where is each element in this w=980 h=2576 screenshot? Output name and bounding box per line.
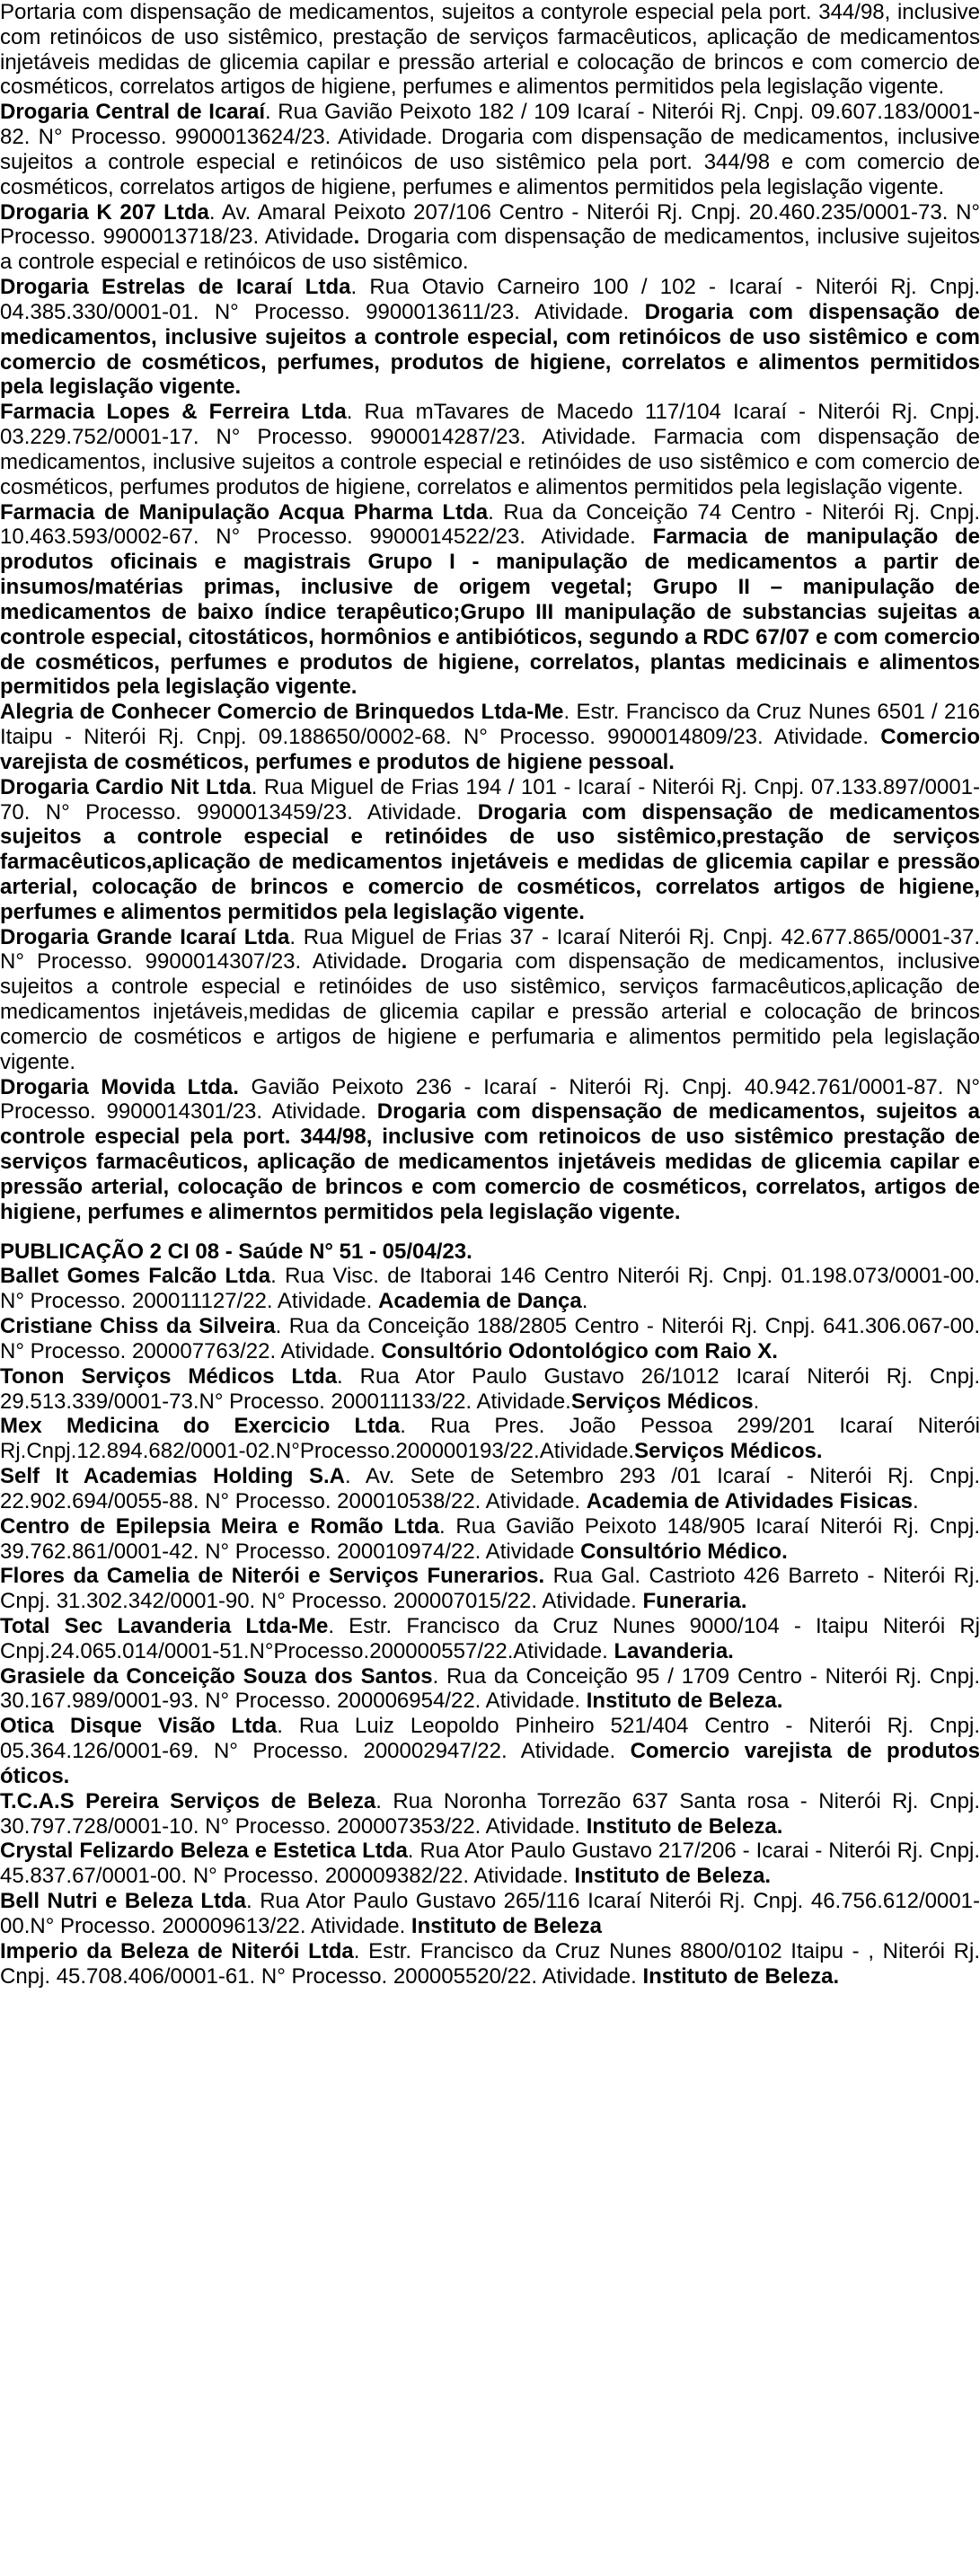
entry-text: . Rua Miguel de Frias 194 / 101 - Icaraí - Niterói Rj. Cnpj. 07.133.897/0001-70. N° Processo. 9900013459/23. Atividade. bbox=[0, 774, 980, 825]
entry-bold-text: Comercio varejista de cosméticos, perfumes e produtos de higiene pessoal. bbox=[0, 725, 980, 774]
entry-bold-text: Instituto de Beleza. bbox=[586, 1689, 783, 1714]
entry-bold-text: Mex Medicina do Exercicio Ltda bbox=[0, 1414, 401, 1439]
entry-text: . Rua da Conceição 188/2805 Centro - Niterói Rj. Cnpj. 641.306.067-00. N° Processo. 200007763/22. Atividade. bbox=[0, 1314, 980, 1363]
entry-text: . Rua Ator Paulo Gustavo 265/116 Icaraí Niterói Rj. Cnpj. 46.756.612/0001-00.N° Processo. 200009613/22. Atividade. bbox=[0, 1889, 980, 1938]
entry-bold-text: Drogaria Cardio Nit Ltda bbox=[0, 774, 252, 799]
entry-text: . Rua Gavião Peixoto 148/905 Icaraí Niterói Rj. Cnpj. 39.762.861/0001-42. N° Processo. 200010974/22. Atividade bbox=[0, 1513, 980, 1564]
entry-text: . Rua Luiz Leopoldo Pinheiro 521/404 Centro - Niterói Rj. Cnpj. 05.364.126/0001-69. N° Processo. 200002947/22. Atividade. bbox=[0, 1714, 980, 1764]
entry-bold-text: Academia de Atividades Fisicas bbox=[586, 1488, 914, 1513]
entry-text: . Rua Miguel de Frias 37 - Icaraí Niterói Rj. Cnpj. 42.677.865/0001-37. N° Processo. 9900014307/23. Atividade bbox=[0, 924, 980, 975]
publication-header bbox=[0, 1239, 980, 1265]
entry-bold-text: Drogaria Movida Ltda. bbox=[0, 1074, 239, 1099]
entry-text: . Rua Ator Paulo Gustavo 26/1012 Icaraí Niterói Rj. Cnpj. 29.513.339/0001-73.N° Processo. 200011133/22. Atividade. bbox=[0, 1363, 980, 1414]
entry-bold-text: Farmacia de Manipulação Acqua Pharma Ltda bbox=[0, 499, 489, 525]
entry-text: . Estr. Francisco da Cruz Nunes 8800/0102 Itaipu - , Niterói Rj. Cnpj. 45.708.406/0001-61. N° Processo. 200005520/22. Atividade. bbox=[0, 1938, 980, 1989]
entry-bold-text: Tonon Serviços Médicos Ltda bbox=[0, 1363, 338, 1389]
registry-entry bbox=[0, 1789, 980, 1839]
entry-text: . Rua Visc. de Itaborai 146 Centro Niterói Rj. Cnpj. 01.198.073/0001-00. N° Processo. 200011127/22. Atividade. bbox=[0, 1264, 980, 1314]
entry-bold-text: Bell Nutri e Beleza Ltda bbox=[0, 1889, 247, 1914]
entry-text: . Av. Amaral Peixoto 207/106 Centro - Niterói Rj. Cnpj. 20.460.235/0001-73. N° Processo. 9900013718/23. Atividade bbox=[0, 199, 980, 250]
entry-text: Rua Gal. Castrioto 426 Barreto - Niterói Rj. Cnpj. 31.302.342/0001-90. N° Processo. 200007015/22. Atividade. bbox=[0, 1564, 980, 1614]
registry-entry bbox=[0, 1364, 980, 1415]
entry-bold-text: Otica Disque Visão Ltda bbox=[0, 1714, 278, 1739]
registry-entry bbox=[0, 1514, 980, 1565]
registry-entry bbox=[0, 1664, 980, 1715]
registry-entry bbox=[0, 200, 980, 275]
registry-entry bbox=[0, 1314, 980, 1364]
entry-bold-text: T.C.A.S Pereira Serviços de Beleza bbox=[0, 1788, 376, 1813]
registry-entry bbox=[0, 400, 980, 499]
registry-entry bbox=[0, 1264, 980, 1314]
entry-text: . Rua da Conceição 74 Centro - Niterói Rj. Cnpj. 10.463.593/0002-67. N° Processo. 9900014522/23. Atividade. bbox=[0, 499, 980, 550]
registry-entry bbox=[0, 1889, 980, 1939]
entry-bold-text: Instituto de Beleza. bbox=[574, 1864, 772, 1889]
registry-entry bbox=[0, 275, 980, 400]
entry-bold-text: Self It Academias Holding S.A bbox=[0, 1464, 345, 1489]
entry-bold-text: Drogaria com dispensação de medicamentos, sujeitos a controle especial pela port. 344/98, inclusive com retinoicos de uso sistêmico prestação de serviços farmacêuticos, aplicação de medicamentos injetáveis medidas de glicemia capilar e pressão arterial, colocação de brincos e com comercio de cosméticos, correlatos, artigos de higiene, perfumes e alimerntos permitidos pela legislação vigente. bbox=[0, 1099, 980, 1224]
entry-bold-text: PUBLICAÇÃO 2 CI 08 - Saúde N° 51 - 05/04/23. bbox=[0, 1239, 472, 1264]
entry-text: . bbox=[581, 1289, 588, 1314]
entry-text: . Rua Noronha Torrezão 637 Santa rosa - Niterói Rj. Cnpj. 30.797.728/0001-10. N° Processo. 200007353/22. Atividade. bbox=[0, 1788, 980, 1839]
entry-text: . Estr. Francisco da Cruz Nunes 6501 / 216 Itaipu - Niterói Rj. Cnpj. 09.188650/0002-68. N° Processo. 9900014809/23. Atividade. bbox=[0, 700, 980, 750]
entry-bold-text: Centro de Epilepsia Meira e Romão Ltda bbox=[0, 1513, 440, 1539]
entry-text: . Rua mTavares de Macedo 117/104 Icaraí - Niterói Rj. Cnpj. 03.229.752/0001-17. N° Processo. 9900014287/23. Atividade. Farmacia com dispensação de medicamentos, inclusive sujeitos a controle especial e retinóides de uso sistêmico e com comercio de cosméticos, perfumes produtos de higiene, correlatos e alimentos permitidos pela legislação vigente. bbox=[0, 400, 980, 499]
entry-text: . Rua Otavio Carneiro 100 / 102 - Icaraí - Niterói Rj. Cnpj. 04.385.330/0001-01. N° Processo. 9900013611/23. Atividade. bbox=[0, 275, 980, 324]
entry-bold-text: Drogaria com dispensação de medicamentos, inclusive sujeitos a controle especial, com retinóicos de uso sistêmico e com comercio de cosméticos, perfumes, produtos de higiene, correlatos e alimentos permitidos pela legislação vigente. bbox=[0, 299, 980, 400]
entry-bold-text: Consultório Odontológico com Raio X. bbox=[381, 1338, 778, 1363]
entry-text: Drogaria com dispensação de medicamentos, inclusive sujeitos a controle especial e retinóicos de uso sistêmico. bbox=[0, 225, 980, 275]
entry-text: . Rua Ator Paulo Gustavo 217/206 - Icarai - Niterói Rj. Cnpj. 45.837.67/0001-00. N° Processo. 200009382/22. Atividade. bbox=[0, 1839, 980, 1889]
registry-entry bbox=[0, 700, 980, 774]
entry-bold-text: Imperio da Beleza de Niterói Ltda bbox=[0, 1938, 354, 1963]
entry-bold-text: Funeraria. bbox=[642, 1589, 747, 1614]
registry-entry bbox=[0, 100, 980, 199]
entry-bold-text: Drogaria Grande Icaraí Ltda bbox=[0, 924, 290, 949]
entry-bold-text: Drogaria Central de Icaraí bbox=[0, 100, 265, 125]
entry-bold-text: Instituto de Beleza. bbox=[642, 1963, 840, 1989]
entry-bold-text: Consultório Médico. bbox=[580, 1539, 788, 1564]
registry-entry bbox=[0, 1564, 980, 1614]
registry-entry bbox=[0, 1614, 980, 1664]
entry-bold-text: Farmacia Lopes & Ferreira Ltda bbox=[0, 400, 347, 425]
entry-bold-text: . bbox=[401, 949, 408, 975]
entry-bold-text: Flores da Camelia de Niterói e Serviços Funerarios. bbox=[0, 1564, 545, 1589]
entry-text: . Rua Gavião Peixoto 182 / 109 Icaraí - Niterói Rj. Cnpj. 09.607.183/0001-82. N° Processo. 9900013624/23. Atividade. Drogaria com dispensação de medicamentos, inclusive sujeitos a controle especial e retinóicos de uso sistêmico pela port. 344/98 e com comercio de cosméticos, correlatos artigos de higiene, perfumes e alimentos permitidos pela legislação vigente. bbox=[0, 100, 980, 199]
entry-text: . Av. Sete de Setembro 293 /01 Icaraí - Niterói Rj. Cnpj. 22.902.694/0055-88. N° Processo. 200010538/22. Atividade. bbox=[0, 1464, 980, 1513]
entry-text: . Rua Pres. João Pessoa 299/201 Icaraí Niterói Rj.Cnpj.12.894.682/0001-02.N°Processo.200000193/22.Atividade. bbox=[0, 1414, 980, 1464]
entry-bold-text: Cristiane Chiss da Silveira bbox=[0, 1314, 276, 1339]
entry-bold-text: Instituto de Beleza. bbox=[586, 1813, 783, 1839]
entry-text: . Estr. Francisco da Cruz Nunes 9000/104 - Itaipu Niterói Rj Cnpj.24.065.014/0001-51.N°Processo.200000557/22.Atividade. bbox=[0, 1614, 980, 1663]
registry-entry bbox=[0, 1075, 980, 1225]
registry-entry bbox=[0, 1714, 980, 1788]
entry-text: . Rua da Conceição 95 / 1709 Centro - Niterói Rj. Cnpj. 30.167.989/0001-93. N° Processo. 200006954/22. Atividade. bbox=[0, 1663, 980, 1714]
entry-bold-text: Instituto de Beleza bbox=[411, 1913, 602, 1938]
entry-text: . bbox=[913, 1488, 919, 1513]
entry-bold-text: Crystal Felizardo Beleza e Estetica Ltda bbox=[0, 1839, 408, 1864]
entry-bold-text: Serviços Médicos bbox=[570, 1389, 754, 1414]
entry-text: Drogaria com dispensação de medicamentos, inclusive sujeitos a controle especial e retinóides de uso sistêmico, serviços farmacêuticos,aplicação de medicamentos injetáveis,medidas de glicemia capilar e pressão arterial e colocação de brincos comercio de cosméticos e artigos de higiene e perfumaria e alimentos permitido pela legislação vigente. bbox=[0, 949, 980, 1074]
entry-text: Portaria com dispensação de medicamentos, sujeitos a contyrole especial pela port. 344/98, inclusive com retinóicos de uso sistêmico, prestação de serviços farmacêuticos, aplicação de medicamentos injetáveis medidas de glicemia capilar e pressão arterial e colocação de brincos e com comercio de cosméticos, correlatos artigos de higiene, perfumes e alimentos permitidos pela legislação vigente. bbox=[0, 0, 980, 100]
entry-bold-text: Farmacia de manipulação de produtos oficinais e magistrais Grupo I - manipulação de medicamentos a partir de insumos/matérias primas, inclusive de origem vegetal; Grupo II – manipulação de medicamentos de baixo índice terapêutico;Grupo III manipulação de substancias sujeitas a controle especial, citostáticos, hormônios e antibióticos, segundo a RDC 67/07 e com comercio de cosméticos, perfumes e produtos de higiene, correlatos, plantas medicinais e alimentos permitidos pela legislação vigente. bbox=[0, 525, 980, 700]
entry-bold-text: Grasiele da Conceição Souza dos Santos bbox=[0, 1663, 433, 1689]
registry-entry bbox=[0, 1839, 980, 1889]
registry-entry bbox=[0, 500, 980, 701]
entry-bold-text: Alegria de Conhecer Comercio de Brinquedos Ltda-Me bbox=[0, 700, 564, 725]
registry-entry bbox=[0, 0, 980, 100]
entry-bold-text: Total Sec Lavanderia Ltda-Me bbox=[0, 1614, 329, 1638]
registry-entry bbox=[0, 1939, 980, 1989]
entry-bold-text: Lavanderia. bbox=[614, 1638, 734, 1663]
entry-bold-text: Comercio varejista de produtos óticos. bbox=[0, 1739, 980, 1788]
entry-bold-text: Ballet Gomes Falcão Ltda bbox=[0, 1264, 271, 1289]
entry-bold-text: Drogaria K 207 Ltda bbox=[0, 199, 209, 225]
entry-bold-text: Academia de Dança bbox=[377, 1289, 582, 1314]
entry-bold-text: Drogaria Estrelas de Icaraí Ltda bbox=[0, 275, 351, 300]
registry-entry bbox=[0, 775, 980, 925]
entry-bold-text: Drogaria com dispensação de medicamentos sujeitos a controle especial e retinóides de uso sistêmico,prestação de serviços farmacêuticos,aplicação de medicamentos injetáveis e medidas de glicemia capilar e pressão arterial, colocação de brincos e comercio de cosméticos, correlatos artigos de higiene, perfumes e alimentos permitidos pela legislação vigente. bbox=[0, 799, 980, 924]
entry-bold-text: . bbox=[353, 225, 360, 250]
entry-text: . bbox=[753, 1389, 760, 1414]
registry-entry bbox=[0, 1464, 980, 1514]
registry-entry bbox=[0, 925, 980, 1075]
entry-text: Gavião Peixoto 236 - Icaraí - Niterói Rj. Cnpj. 40.942.761/0001-87. N° Processo. 9900014301/23. Atividade. bbox=[0, 1074, 980, 1125]
entry-bold-text: Serviços Médicos. bbox=[634, 1439, 823, 1464]
registry-entry bbox=[0, 1414, 980, 1464]
